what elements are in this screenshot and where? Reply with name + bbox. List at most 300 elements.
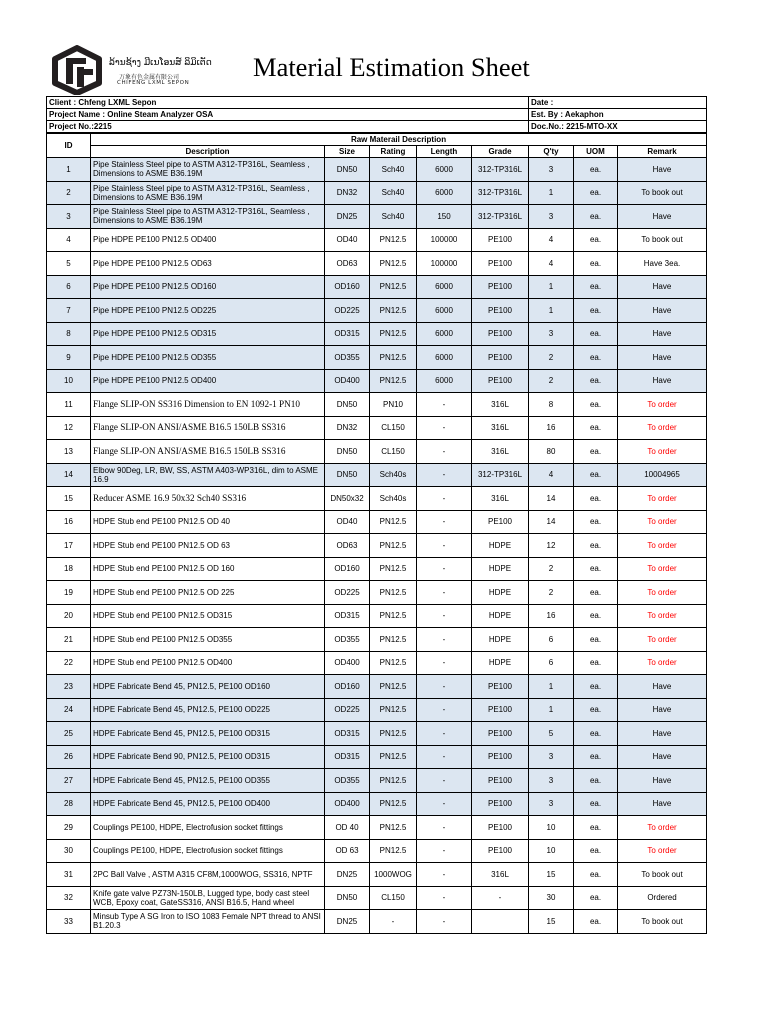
cell-qty: 15 bbox=[529, 910, 574, 934]
cell-size: DN50 bbox=[325, 886, 370, 910]
cell-qty: 12 bbox=[529, 534, 574, 558]
cell-id: 21 bbox=[47, 628, 91, 652]
logo-english-name: CHIFENG LXML SEPON bbox=[117, 80, 190, 86]
cell-description: HDPE Stub end PE100 PN12.5 OD400 bbox=[91, 651, 325, 675]
cell-description: HDPE Stub end PE100 PN12.5 OD 63 bbox=[91, 534, 325, 558]
column-header-length: Length bbox=[417, 146, 472, 158]
table-row bbox=[47, 393, 707, 417]
table-row bbox=[47, 604, 707, 628]
cell-remark: To order bbox=[618, 557, 707, 581]
cell-uom: ea. bbox=[574, 722, 618, 746]
cell-remark: To order bbox=[618, 581, 707, 605]
cell-uom: ea. bbox=[574, 181, 618, 205]
cell-id: 16 bbox=[47, 510, 91, 534]
cell-id: 15 bbox=[47, 487, 91, 511]
cell-id: 7 bbox=[47, 299, 91, 323]
cell-description: 2PC Ball Valve , ASTM A315 CF8M,1000WOG, SS316, NPTF bbox=[91, 863, 325, 887]
cell-rating: Sch40 bbox=[370, 181, 417, 205]
cell-remark: To order bbox=[618, 487, 707, 511]
cell-grade: 312-TP316L bbox=[472, 463, 529, 487]
cell-length: 6000 bbox=[417, 369, 472, 393]
cell-size: OD63 bbox=[325, 252, 370, 276]
cell-size: DN50 bbox=[325, 393, 370, 417]
cell-id: 12 bbox=[47, 416, 91, 440]
table-group-header: Raw Materail Description bbox=[91, 134, 707, 146]
column-header-size: Size bbox=[325, 146, 370, 158]
cell-description: Minsub Type A SG Iron to ISO 1083 Female NPT thread to ANSI B1.20.3 bbox=[91, 910, 325, 934]
cell-id: 33 bbox=[47, 910, 91, 934]
cell-remark: Have bbox=[618, 745, 707, 769]
cell-remark: Have bbox=[618, 158, 707, 182]
cell-uom: ea. bbox=[574, 463, 618, 487]
cell-size: OD315 bbox=[325, 722, 370, 746]
cell-grade: PE100 bbox=[472, 698, 529, 722]
cell-grade: 316L bbox=[472, 416, 529, 440]
cell-id: 8 bbox=[47, 322, 91, 346]
cell-qty: 3 bbox=[529, 769, 574, 793]
cell-grade: PE100 bbox=[472, 275, 529, 299]
cell-size: OD225 bbox=[325, 299, 370, 323]
cell-size: OD40 bbox=[325, 228, 370, 252]
cell-size: OD 63 bbox=[325, 839, 370, 863]
cell-description: Pipe Stainless Steel pipe to ASTM A312-TP316L, Seamless , Dimensions to ASME B36.19M bbox=[91, 181, 325, 205]
cell-remark: Have bbox=[618, 722, 707, 746]
table-row bbox=[47, 205, 707, 229]
cell-rating: PN12.5 bbox=[370, 252, 417, 276]
cell-description: Pipe HDPE PE100 PN12.5 OD160 bbox=[91, 275, 325, 299]
cell-description: Couplings PE100, HDPE, Electrofusion socket fittings bbox=[91, 816, 325, 840]
cell-length: - bbox=[417, 792, 472, 816]
cell-grade: PE100 bbox=[472, 722, 529, 746]
cell-length: - bbox=[417, 510, 472, 534]
cell-rating: PN12.5 bbox=[370, 581, 417, 605]
cell-description: HDPE Fabricate Bend 45, PN12.5, PE100 OD160 bbox=[91, 675, 325, 699]
cell-rating: PN12.5 bbox=[370, 228, 417, 252]
cell-size: OD 40 bbox=[325, 816, 370, 840]
cell-rating: PN12.5 bbox=[370, 722, 417, 746]
cell-rating: PN12.5 bbox=[370, 346, 417, 370]
cell-size: DN50x32 bbox=[325, 487, 370, 511]
cell-remark: To order bbox=[618, 839, 707, 863]
cell-size: OD355 bbox=[325, 769, 370, 793]
cell-grade: PE100 bbox=[472, 839, 529, 863]
cell-size: OD355 bbox=[325, 346, 370, 370]
table-row bbox=[47, 675, 707, 699]
cell-uom: ea. bbox=[574, 675, 618, 699]
cell-rating: Sch40 bbox=[370, 158, 417, 182]
table-row bbox=[47, 369, 707, 393]
cell-grade: HDPE bbox=[472, 604, 529, 628]
cell-size: OD400 bbox=[325, 651, 370, 675]
cell-qty: 2 bbox=[529, 346, 574, 370]
cell-uom: ea. bbox=[574, 839, 618, 863]
cell-grade: PE100 bbox=[472, 792, 529, 816]
cell-description: HDPE Fabricate Bend 90, PN12.5, PE100 OD315 bbox=[91, 745, 325, 769]
cell-size: OD40 bbox=[325, 510, 370, 534]
cell-uom: ea. bbox=[574, 863, 618, 887]
column-header-grade: Grade bbox=[472, 146, 529, 158]
cell-grade: PE100 bbox=[472, 299, 529, 323]
cell-length: - bbox=[417, 393, 472, 417]
cell-rating: PN12.5 bbox=[370, 792, 417, 816]
cell-description: HDPE Fabricate Bend 45, PN12.5, PE100 OD400 bbox=[91, 792, 325, 816]
date-field: Date : bbox=[529, 97, 707, 109]
cell-remark: 10004965 bbox=[618, 463, 707, 487]
est-by-field: Est. By : Aekaphon bbox=[529, 109, 707, 121]
column-header-description: Description bbox=[91, 146, 325, 158]
cell-length: - bbox=[417, 769, 472, 793]
cell-grade: PE100 bbox=[472, 675, 529, 699]
cell-rating: PN12.5 bbox=[370, 745, 417, 769]
cell-rating: - bbox=[370, 910, 417, 934]
cell-uom: ea. bbox=[574, 698, 618, 722]
cell-length: - bbox=[417, 581, 472, 605]
cell-rating: CL150 bbox=[370, 416, 417, 440]
cell-uom: ea. bbox=[574, 534, 618, 558]
cell-grade: - bbox=[472, 886, 529, 910]
cell-rating: PN12.5 bbox=[370, 275, 417, 299]
cell-rating: PN12.5 bbox=[370, 322, 417, 346]
cell-id: 9 bbox=[47, 346, 91, 370]
cell-id: 28 bbox=[47, 792, 91, 816]
info-row-project-name bbox=[47, 109, 707, 121]
table-row bbox=[47, 322, 707, 346]
table-row bbox=[47, 346, 707, 370]
cell-rating: PN12.5 bbox=[370, 816, 417, 840]
cell-uom: ea. bbox=[574, 158, 618, 182]
cell-length: - bbox=[417, 487, 472, 511]
cell-size: DN50 bbox=[325, 463, 370, 487]
table-row bbox=[47, 581, 707, 605]
cell-qty: 1 bbox=[529, 275, 574, 299]
cell-rating: CL150 bbox=[370, 886, 417, 910]
cell-length: - bbox=[417, 675, 472, 699]
cell-id: 23 bbox=[47, 675, 91, 699]
cell-qty: 3 bbox=[529, 745, 574, 769]
cell-id: 27 bbox=[47, 769, 91, 793]
cell-remark: To order bbox=[618, 510, 707, 534]
cell-size: OD315 bbox=[325, 604, 370, 628]
cell-description: HDPE Fabricate Bend 45, PN12.5, PE100 OD355 bbox=[91, 769, 325, 793]
cell-uom: ea. bbox=[574, 487, 618, 511]
cell-qty: 3 bbox=[529, 792, 574, 816]
cell-grade: HDPE bbox=[472, 628, 529, 652]
cell-qty: 6 bbox=[529, 651, 574, 675]
table-row bbox=[47, 487, 707, 511]
column-header-id: ID bbox=[47, 134, 91, 158]
cell-uom: ea. bbox=[574, 886, 618, 910]
cell-grade: PE100 bbox=[472, 228, 529, 252]
cell-uom: ea. bbox=[574, 769, 618, 793]
cell-remark: To order bbox=[618, 393, 707, 417]
cell-grade: PE100 bbox=[472, 745, 529, 769]
cell-remark: To order bbox=[618, 651, 707, 675]
cell-description: Pipe HDPE PE100 PN12.5 OD355 bbox=[91, 346, 325, 370]
table-body bbox=[47, 158, 707, 934]
cell-uom: ea. bbox=[574, 557, 618, 581]
cell-grade: 312-TP316L bbox=[472, 158, 529, 182]
cell-grade: PE100 bbox=[472, 322, 529, 346]
cell-description: Pipe Stainless Steel pipe to ASTM A312-TP316L, Seamless , Dimensions to ASME B36.19M bbox=[91, 205, 325, 229]
cell-size: OD400 bbox=[325, 369, 370, 393]
cell-id: 10 bbox=[47, 369, 91, 393]
cell-remark: Have bbox=[618, 346, 707, 370]
cell-length: - bbox=[417, 604, 472, 628]
info-row-project-no bbox=[47, 121, 707, 133]
cell-size: OD63 bbox=[325, 534, 370, 558]
cell-id: 29 bbox=[47, 816, 91, 840]
cell-id: 1 bbox=[47, 158, 91, 182]
table-row bbox=[47, 463, 707, 487]
cell-remark: Have bbox=[618, 369, 707, 393]
table-row bbox=[47, 816, 707, 840]
cell-length: - bbox=[417, 839, 472, 863]
table-row bbox=[47, 534, 707, 558]
table-row bbox=[47, 886, 707, 910]
cell-description: HDPE Stub end PE100 PN12.5 OD355 bbox=[91, 628, 325, 652]
cell-rating: PN12.5 bbox=[370, 769, 417, 793]
table-row bbox=[47, 698, 707, 722]
cell-id: 26 bbox=[47, 745, 91, 769]
cell-length: - bbox=[417, 816, 472, 840]
cell-grade: HDPE bbox=[472, 534, 529, 558]
doc-no-field: Doc.No.: 2215-MTO-XX bbox=[529, 121, 707, 133]
logo-chinese-name: 万象有色金属有限公司 bbox=[119, 74, 180, 81]
cell-grade: PE100 bbox=[472, 769, 529, 793]
cell-id: 3 bbox=[47, 205, 91, 229]
sheet-header bbox=[46, 44, 706, 96]
cell-remark: Have bbox=[618, 698, 707, 722]
material-estimation-sheet bbox=[46, 44, 706, 934]
cell-size: OD160 bbox=[325, 557, 370, 581]
cell-size: OD225 bbox=[325, 581, 370, 605]
cell-remark: To order bbox=[618, 628, 707, 652]
cell-qty: 1 bbox=[529, 698, 574, 722]
table-row bbox=[47, 863, 707, 887]
cell-qty: 8 bbox=[529, 393, 574, 417]
table-row bbox=[47, 299, 707, 323]
info-row-client bbox=[47, 97, 707, 109]
cell-size: DN25 bbox=[325, 863, 370, 887]
table-row bbox=[47, 440, 707, 464]
cell-grade: 316L bbox=[472, 440, 529, 464]
cell-remark: To order bbox=[618, 416, 707, 440]
cell-length: - bbox=[417, 910, 472, 934]
cell-uom: ea. bbox=[574, 604, 618, 628]
page-title: Material Estimation Sheet bbox=[253, 52, 530, 82]
cell-size: DN32 bbox=[325, 181, 370, 205]
cell-uom: ea. bbox=[574, 628, 618, 652]
cell-rating: PN12.5 bbox=[370, 698, 417, 722]
cell-description: Flange SLIP-ON ANSI/ASME B16.5 150LB SS316 bbox=[91, 416, 325, 440]
cell-description: Couplings PE100, HDPE, Electrofusion socket fittings bbox=[91, 839, 325, 863]
logo-mark-icon bbox=[49, 45, 105, 95]
cell-uom: ea. bbox=[574, 510, 618, 534]
cell-remark: Have bbox=[618, 299, 707, 323]
cell-size: DN50 bbox=[325, 158, 370, 182]
cell-id: 18 bbox=[47, 557, 91, 581]
cell-rating: PN12.5 bbox=[370, 534, 417, 558]
cell-qty: 3 bbox=[529, 158, 574, 182]
project-name-field: Project Name : Online Steam Analyzer OSA bbox=[47, 109, 529, 121]
cell-id: 32 bbox=[47, 886, 91, 910]
client-field: Client : Chfeng LXML Sepon bbox=[47, 97, 529, 109]
logo-lao-name: ລ້ານຊ້າງ ມີເນໂອນສ໌ ລິມິເຕັດ bbox=[109, 58, 212, 68]
table-row bbox=[47, 910, 707, 934]
cell-uom: ea. bbox=[574, 228, 618, 252]
cell-length: - bbox=[417, 440, 472, 464]
cell-description: HDPE Fabricate Bend 45, PN12.5, PE100 OD315 bbox=[91, 722, 325, 746]
cell-qty: 16 bbox=[529, 416, 574, 440]
cell-uom: ea. bbox=[574, 369, 618, 393]
cell-remark: Have bbox=[618, 769, 707, 793]
cell-description: HDPE Stub end PE100 PN12.5 OD 225 bbox=[91, 581, 325, 605]
cell-id: 19 bbox=[47, 581, 91, 605]
cell-uom: ea. bbox=[574, 581, 618, 605]
cell-description: Pipe Stainless Steel pipe to ASTM A312-TP316L, Seamless , Dimensions to ASME B36.19M bbox=[91, 158, 325, 182]
cell-size: OD160 bbox=[325, 675, 370, 699]
project-no-field: Project No.:2215 bbox=[47, 121, 529, 133]
cell-rating: PN12.5 bbox=[370, 510, 417, 534]
table-row bbox=[47, 745, 707, 769]
cell-grade: PE100 bbox=[472, 510, 529, 534]
table-row bbox=[47, 510, 707, 534]
cell-qty: 10 bbox=[529, 816, 574, 840]
material-table bbox=[46, 133, 707, 934]
cell-length: - bbox=[417, 745, 472, 769]
cell-qty: 2 bbox=[529, 581, 574, 605]
cell-uom: ea. bbox=[574, 816, 618, 840]
cell-id: 24 bbox=[47, 698, 91, 722]
cell-qty: 16 bbox=[529, 604, 574, 628]
cell-size: OD225 bbox=[325, 698, 370, 722]
cell-uom: ea. bbox=[574, 440, 618, 464]
cell-length: - bbox=[417, 534, 472, 558]
table-row bbox=[47, 839, 707, 863]
cell-qty: 4 bbox=[529, 252, 574, 276]
cell-remark: Ordered bbox=[618, 886, 707, 910]
cell-uom: ea. bbox=[574, 910, 618, 934]
cell-qty: 4 bbox=[529, 463, 574, 487]
cell-grade: 312-TP316L bbox=[472, 205, 529, 229]
cell-rating: PN10 bbox=[370, 393, 417, 417]
cell-remark: To order bbox=[618, 534, 707, 558]
cell-length: - bbox=[417, 698, 472, 722]
cell-id: 11 bbox=[47, 393, 91, 417]
cell-uom: ea. bbox=[574, 745, 618, 769]
cell-rating: PN12.5 bbox=[370, 369, 417, 393]
cell-grade: 316L bbox=[472, 487, 529, 511]
table-column-header-row bbox=[47, 146, 707, 158]
table-row bbox=[47, 769, 707, 793]
cell-grade bbox=[472, 910, 529, 934]
cell-length: - bbox=[417, 463, 472, 487]
table-row bbox=[47, 252, 707, 276]
cell-remark: Have bbox=[618, 205, 707, 229]
table-row bbox=[47, 275, 707, 299]
cell-size: DN25 bbox=[325, 910, 370, 934]
cell-id: 5 bbox=[47, 252, 91, 276]
project-info-table bbox=[46, 96, 707, 133]
cell-id: 20 bbox=[47, 604, 91, 628]
table-row bbox=[47, 651, 707, 675]
cell-description: Flange SLIP-ON SS316 Dimension to EN 1092-1 PN10 bbox=[91, 393, 325, 417]
cell-remark: Have bbox=[618, 792, 707, 816]
cell-qty: 2 bbox=[529, 557, 574, 581]
cell-description: HDPE Fabricate Bend 45, PN12.5, PE100 OD225 bbox=[91, 698, 325, 722]
cell-rating: Sch40s bbox=[370, 487, 417, 511]
cell-length: 6000 bbox=[417, 275, 472, 299]
cell-id: 13 bbox=[47, 440, 91, 464]
table-row bbox=[47, 228, 707, 252]
cell-length: 6000 bbox=[417, 322, 472, 346]
cell-id: 4 bbox=[47, 228, 91, 252]
cell-description: Pipe HDPE PE100 PN12.5 OD400 bbox=[91, 369, 325, 393]
cell-qty: 3 bbox=[529, 205, 574, 229]
cell-uom: ea. bbox=[574, 275, 618, 299]
cell-description: Pipe HDPE PE100 PN12.5 OD63 bbox=[91, 252, 325, 276]
cell-grade: HDPE bbox=[472, 557, 529, 581]
cell-qty: 30 bbox=[529, 886, 574, 910]
cell-rating: PN12.5 bbox=[370, 651, 417, 675]
cell-grade: HDPE bbox=[472, 651, 529, 675]
cell-remark: Have bbox=[618, 275, 707, 299]
cell-length: - bbox=[417, 628, 472, 652]
cell-qty: 4 bbox=[529, 228, 574, 252]
cell-uom: ea. bbox=[574, 346, 618, 370]
column-header-rating: Rating bbox=[370, 146, 417, 158]
cell-size: OD355 bbox=[325, 628, 370, 652]
cell-length: 6000 bbox=[417, 346, 472, 370]
cell-remark: To order bbox=[618, 604, 707, 628]
cell-grade: 316L bbox=[472, 863, 529, 887]
cell-remark: Have 3ea. bbox=[618, 252, 707, 276]
cell-size: DN25 bbox=[325, 205, 370, 229]
cell-qty: 2 bbox=[529, 369, 574, 393]
cell-id: 17 bbox=[47, 534, 91, 558]
cell-description: Elbow 90Deg, LR, BW, SS, ASTM A403-WP316L, dim to ASME 16.9 bbox=[91, 463, 325, 487]
cell-rating: Sch40 bbox=[370, 205, 417, 229]
column-header-uom: UOM bbox=[574, 146, 618, 158]
cell-grade: PE100 bbox=[472, 252, 529, 276]
cell-remark: Have bbox=[618, 322, 707, 346]
cell-id: 25 bbox=[47, 722, 91, 746]
column-header-remark: Remark bbox=[618, 146, 707, 158]
cell-rating: PN12.5 bbox=[370, 557, 417, 581]
cell-length: 6000 bbox=[417, 181, 472, 205]
cell-size: DN50 bbox=[325, 440, 370, 464]
cell-id: 31 bbox=[47, 863, 91, 887]
cell-remark: To book out bbox=[618, 910, 707, 934]
table-row bbox=[47, 416, 707, 440]
cell-rating: CL150 bbox=[370, 440, 417, 464]
cell-length: 100000 bbox=[417, 228, 472, 252]
cell-description: HDPE Stub end PE100 PN12.5 OD 40 bbox=[91, 510, 325, 534]
cell-length: 6000 bbox=[417, 299, 472, 323]
table-row bbox=[47, 557, 707, 581]
cell-grade: PE100 bbox=[472, 369, 529, 393]
table-row bbox=[47, 792, 707, 816]
cell-size: OD400 bbox=[325, 792, 370, 816]
cell-qty: 14 bbox=[529, 510, 574, 534]
cell-size: DN32 bbox=[325, 416, 370, 440]
table-row bbox=[47, 628, 707, 652]
cell-rating: PN12.5 bbox=[370, 299, 417, 323]
cell-length: - bbox=[417, 722, 472, 746]
cell-grade: 312-TP316L bbox=[472, 181, 529, 205]
cell-remark: To order bbox=[618, 816, 707, 840]
cell-qty: 3 bbox=[529, 322, 574, 346]
